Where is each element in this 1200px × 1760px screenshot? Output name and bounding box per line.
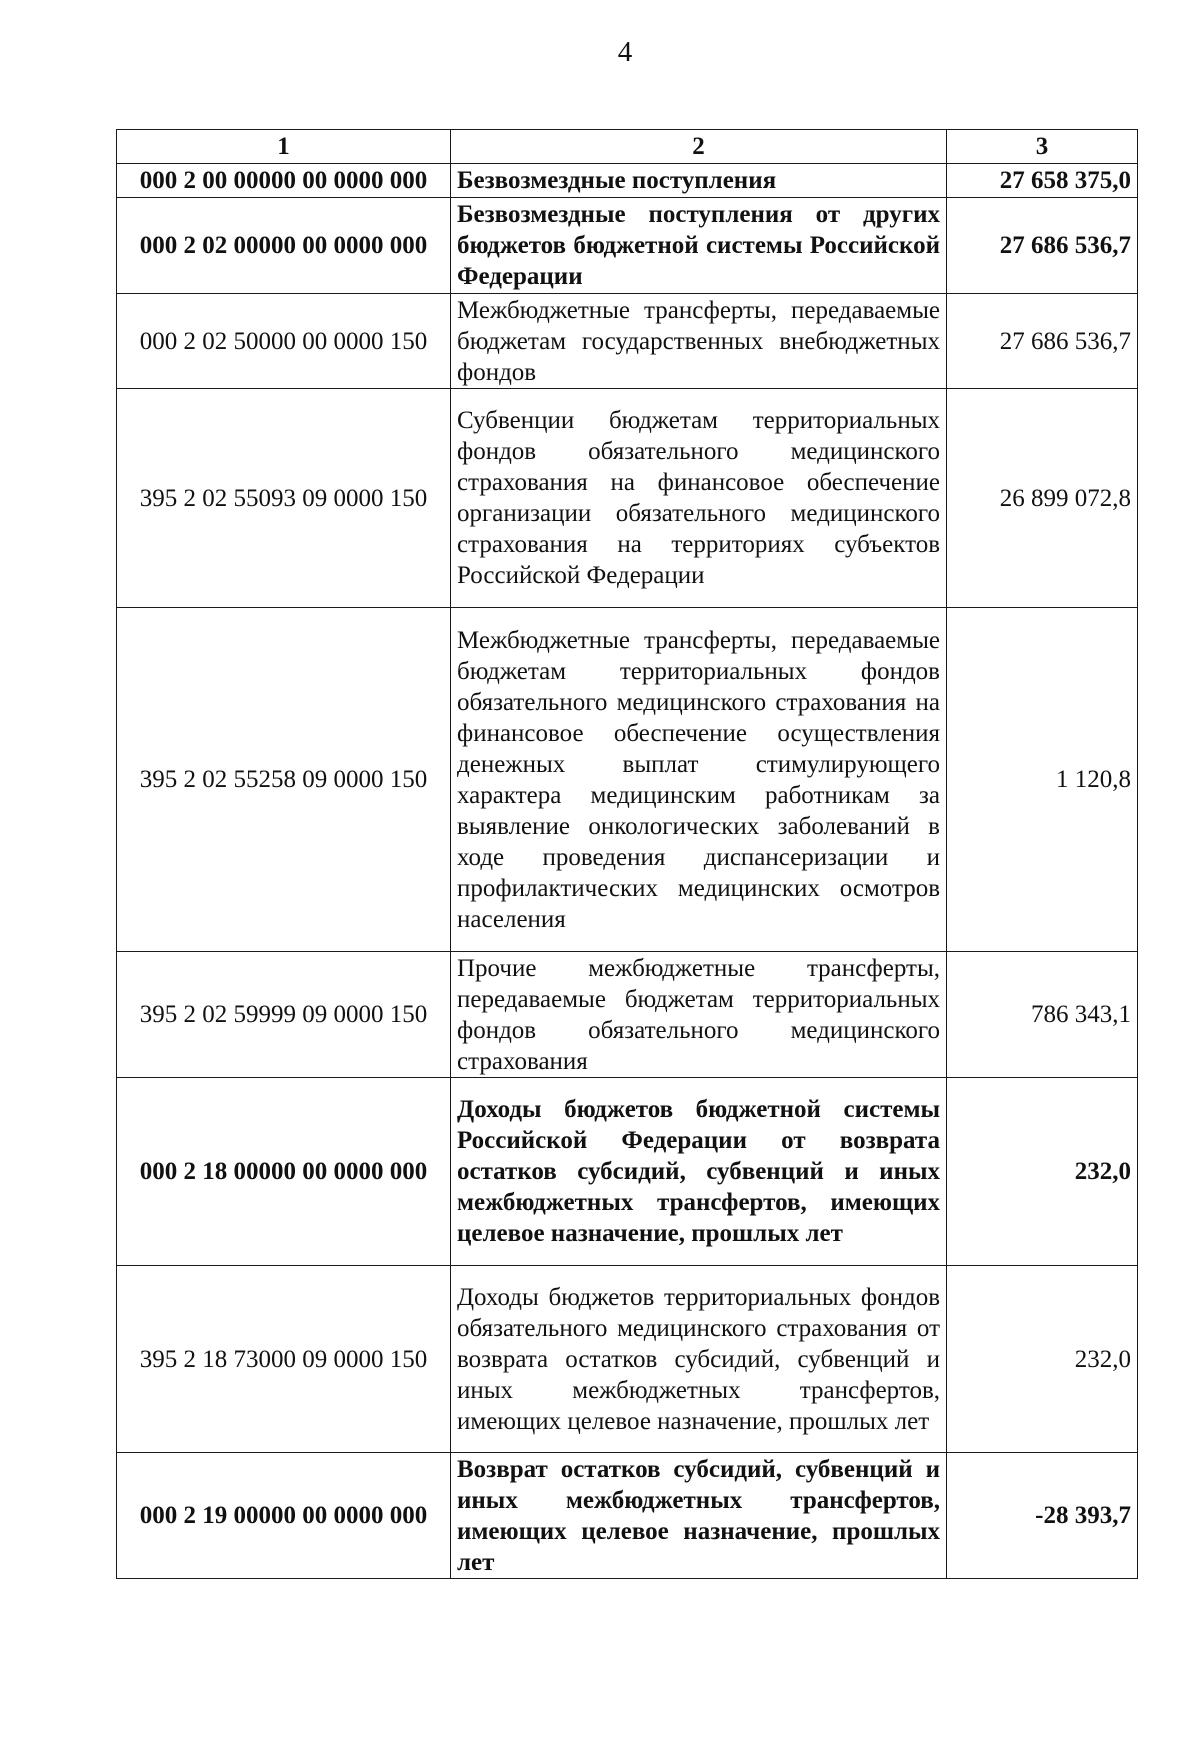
- row-name: Межбюджетные трансферты, передаваемые бюджетам территориальных фондов обязательного медицинского страхования на финансовое обеспечение осуществления денежных выплат стимулирующего характера медицинским работникам за выявление онкологических заболеваний в ходе проведения диспансеризации и профилактических медицинских осмотров населения: [451, 608, 947, 952]
- row-name: Доходы бюджетов территориальных фондов обязательного медицинского страхования от возврата остатков субсидий, субвенций и иных межбюджетных трансфертов, имеющих целевое назначение, прошлых лет: [451, 1266, 947, 1453]
- row-value: 232,0: [947, 1078, 1138, 1266]
- table-row: [117, 1078, 1138, 1266]
- row-name: Субвенции бюджетам территориальных фондов обязательного медицинского страхования на финансовое обеспечение организации обязательного медицинского страхования на территориях субъектов Российской Федерации: [451, 389, 947, 608]
- row-name: Межбюджетные трансферты, передаваемые бюджетам государственных внебюджетных фондов: [451, 294, 947, 389]
- row-value: 27 686 536,7: [947, 294, 1138, 389]
- row-code: 000 2 02 50000 00 0000 150: [117, 294, 451, 389]
- row-code: 395 2 18 73000 09 0000 150: [117, 1266, 451, 1453]
- row-value: 27 658 375,0: [947, 164, 1138, 198]
- column-header-name: 2: [451, 130, 947, 164]
- row-code: 395 2 02 55258 09 0000 150: [117, 608, 451, 952]
- table-row: [117, 608, 1138, 952]
- page-number: 4: [617, 36, 633, 68]
- row-name: Возврат остатков субсидий, субвенций и иных межбюджетных трансфертов, имеющих целевое назначение, прошлых лет: [451, 1453, 947, 1579]
- row-code: 000 2 18 00000 00 0000 000: [117, 1078, 451, 1266]
- row-code: 000 2 00 00000 00 0000 000: [117, 164, 451, 198]
- column-header-code: 1: [117, 130, 451, 164]
- table-row: [117, 164, 1138, 198]
- table-row: [117, 198, 1138, 294]
- row-name: Прочие межбюджетные трансферты, передаваемые бюджетам территориальных фондов обязательного медицинского страхования: [451, 952, 947, 1078]
- row-code: 000 2 19 00000 00 0000 000: [117, 1453, 451, 1579]
- table-header-row: [117, 130, 1138, 164]
- table-row: [117, 389, 1138, 608]
- budget-revenue-table: [116, 129, 1138, 1579]
- row-name: Безвозмездные поступления: [451, 164, 947, 198]
- row-value: 1 120,8: [947, 608, 1138, 952]
- row-value: 232,0: [947, 1266, 1138, 1453]
- table-row: [117, 1453, 1138, 1579]
- table-row: [117, 952, 1138, 1078]
- table-row: [117, 294, 1138, 389]
- row-name: Доходы бюджетов бюджетной системы Российской Федерации от возврата остатков субсидий, субвенций и иных межбюджетных трансфертов, имеющих целевое назначение, прошлых лет: [451, 1078, 947, 1266]
- row-value: 786 343,1: [947, 952, 1138, 1078]
- row-value: 26 899 072,8: [947, 389, 1138, 608]
- row-code: 395 2 02 59999 09 0000 150: [117, 952, 451, 1078]
- table-row: [117, 1266, 1138, 1453]
- row-code: 395 2 02 55093 09 0000 150: [117, 389, 451, 608]
- row-value: -28 393,7: [947, 1453, 1138, 1579]
- row-value: 27 686 536,7: [947, 198, 1138, 294]
- row-code: 000 2 02 00000 00 0000 000: [117, 198, 451, 294]
- column-header-value: 3: [947, 130, 1138, 164]
- row-name: Безвозмездные поступления от других бюджетов бюджетной системы Российской Федерации: [451, 198, 947, 294]
